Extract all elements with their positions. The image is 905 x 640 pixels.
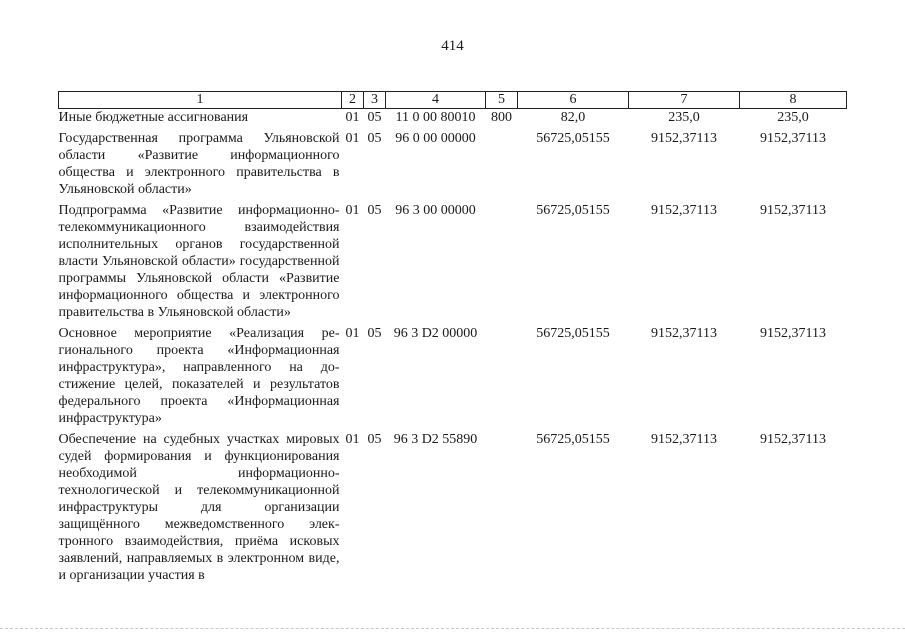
row-podrazdel: 05: [367, 110, 382, 125]
row-target-article: 96 3 00 00000: [395, 203, 476, 218]
row-name: Основное мероприятие «Реализация регионального проекта «Информационная инфраструктура», направленного на достижение целей, показателей и результатов федерального проекта «Информационная инфраструктура»: [58, 326, 340, 426]
table-row: [59, 130, 847, 202]
column-header-1: 1: [59, 92, 342, 109]
row-expense-type: [486, 202, 518, 325]
row-value-7: 9152,37113: [651, 203, 717, 218]
row-value-7: 9152,37113: [651, 326, 717, 341]
table-row: [59, 325, 847, 431]
row-podrazdel: 05: [367, 326, 382, 341]
row-razdel: 01: [345, 131, 360, 146]
column-header-5: 5: [486, 92, 518, 109]
row-podrazdel: 05: [367, 203, 382, 218]
row-podrazdel: 05: [367, 131, 382, 146]
row-razdel: 01: [345, 432, 360, 447]
table-body: [59, 109, 847, 589]
row-target-article: 11 0 00 80010: [395, 110, 476, 125]
row-value-8: 235,0: [777, 110, 809, 125]
row-expense-type: 800: [491, 110, 512, 125]
row-razdel: 01: [345, 203, 360, 218]
row-expense-type: [486, 130, 518, 202]
table-row: [59, 431, 847, 588]
row-value-8: 9152,37113: [760, 432, 826, 447]
column-header-3: 3: [364, 92, 386, 109]
scan-edge-line: [0, 628, 905, 630]
row-value-7: 9152,37113: [651, 131, 717, 146]
row-target-article: 96 3 D2 00000: [393, 326, 478, 341]
row-razdel: 01: [345, 110, 360, 125]
row-expense-type: [486, 325, 518, 431]
row-value-6: 56725,05155: [536, 326, 610, 341]
row-value-7: 9152,37113: [651, 432, 717, 447]
row-target-article: 96 0 00 00000: [395, 131, 476, 146]
header-row: [59, 92, 847, 109]
row-name: Обеспечение на судебных участках мировых судей формирования и функционирования необходимой информационно-технологической и телекоммуникационной инфраструктуры для организации защищённого межведомственного электронного взаимодействия, приёма исковых заявлений, направляемых в электронном виде, и организации участия в: [58, 432, 340, 583]
row-value-8: 9152,37113: [760, 326, 826, 341]
row-expense-type: [486, 431, 518, 588]
column-header-8: 8: [740, 92, 847, 109]
column-header-2: 2: [342, 92, 364, 109]
row-name: Государственная программа Ульяновской области «Развитие информационного общества и электронного правительства в Ульяновской области»: [58, 131, 340, 197]
row-value-6: 82,0: [560, 110, 586, 125]
row-name: Подпрограмма «Развитие информационно-телекоммуникационного взаимодействия исполнительных органов государственной власти Ульяновской области» государственной программы Ульяновской области «Развитие информационного общества и электронного правительства в Ульяновской области»: [58, 203, 340, 320]
page-number: 414: [441, 38, 464, 54]
row-value-7: 235,0: [668, 110, 700, 125]
table-row: [59, 202, 847, 325]
column-header-4: 4: [386, 92, 486, 109]
row-podrazdel: 05: [367, 432, 382, 447]
table-header: [59, 92, 847, 109]
column-header-7: 7: [629, 92, 740, 109]
column-header-6: 6: [518, 92, 629, 109]
row-razdel: 01: [345, 326, 360, 341]
row-value-6: 56725,05155: [536, 131, 610, 146]
row-value-8: 9152,37113: [760, 131, 826, 146]
row-value-6: 56725,05155: [536, 203, 610, 218]
row-target-article: 96 3 D2 55890: [393, 432, 478, 447]
row-value-6: 56725,05155: [536, 432, 610, 447]
row-value-8: 9152,37113: [760, 203, 826, 218]
row-name: Иные бюджетные ассигнования: [58, 110, 249, 125]
table-row: [59, 109, 847, 131]
budget-table: [58, 91, 847, 588]
